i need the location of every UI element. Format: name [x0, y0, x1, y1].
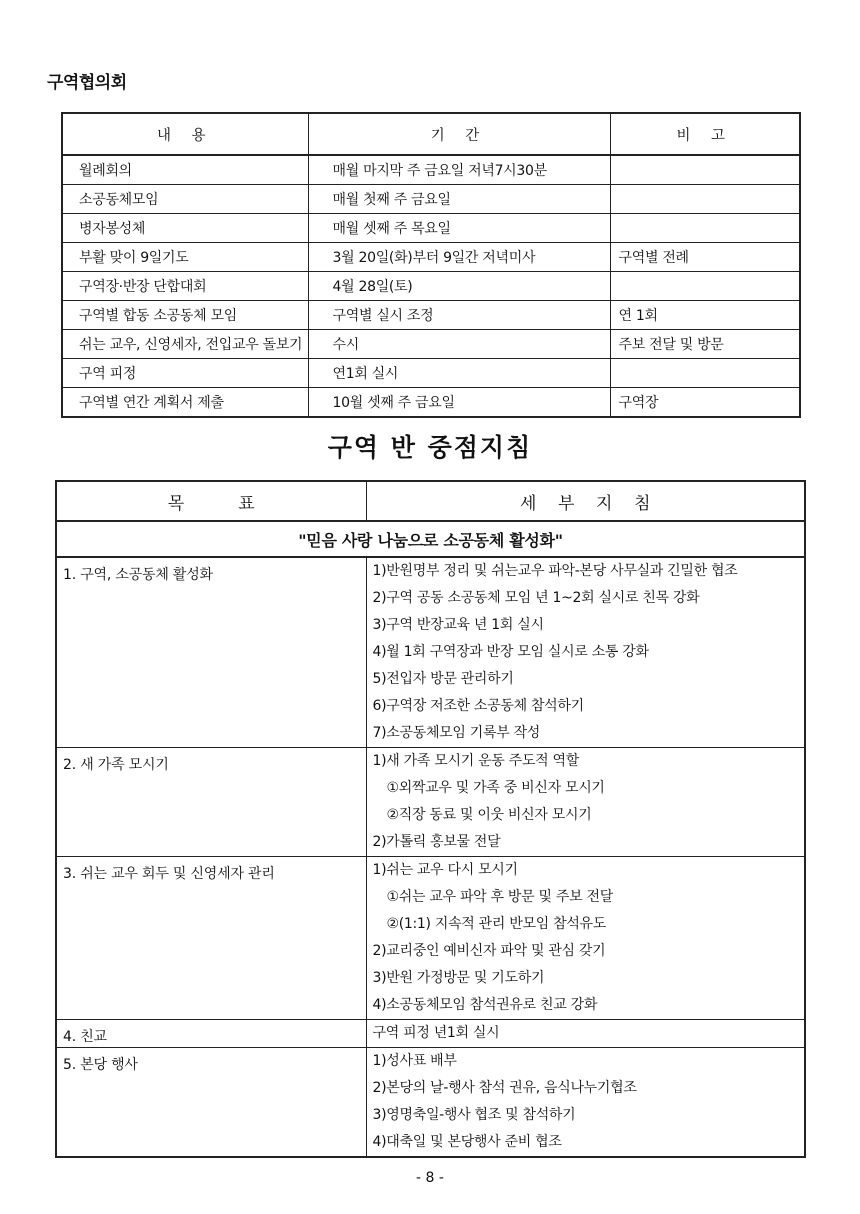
- content-cell: 구역장·반장 단합대회: [62, 272, 308, 301]
- table-row: [56, 1020, 805, 1048]
- page-number: - 8 -: [416, 1170, 444, 1186]
- detail-item: 1)새 가족 모시기 운동 주도적 역할: [372, 753, 579, 769]
- table-row: [62, 330, 800, 359]
- content-cell: 소공동체모임: [62, 185, 308, 214]
- table-row: [62, 359, 800, 388]
- header-goal: 목 표: [56, 481, 366, 521]
- goal-cell: 2. 새 가족 모시기: [56, 748, 366, 857]
- table-row: [56, 748, 805, 857]
- detail-item: 3)구역 반장교육 년 1회 실시: [372, 617, 544, 633]
- content-cell: 병자봉성체: [62, 214, 308, 243]
- detail-item: 2)교리중인 예비신자 파악 및 관심 갖기: [372, 943, 606, 959]
- header-content: 내 용: [62, 113, 308, 155]
- header-note: 비 고: [610, 113, 800, 155]
- period-cell: 3월 20일(화)부터 9일간 저녁미사: [308, 243, 610, 272]
- table-row: [56, 557, 805, 748]
- content-cell: 쉬는 교우, 신영세자, 전입교우 돌보기: [62, 330, 308, 359]
- details-cell: [366, 748, 805, 857]
- note-cell: [610, 272, 800, 301]
- header-details: 세 부 지 침: [366, 481, 805, 521]
- section-title: 구역협의회: [47, 73, 127, 93]
- table-header-row: [56, 481, 805, 521]
- period-cell: 4월 28일(토): [308, 272, 610, 301]
- detail-subitem: ①외짝교우 및 가족 중 비신자 모시기: [386, 780, 605, 796]
- goal-cell: 3. 쉬는 교우 회두 및 신영세자 관리: [56, 857, 366, 1020]
- period-cell: 10월 셋째 주 금요일: [308, 388, 610, 418]
- detail-item: 6)구역장 저조한 소공동체 참석하기: [372, 698, 584, 714]
- guidelines-table: [55, 480, 806, 1158]
- detail-item: 4)소공동체모임 참석권유로 친교 강화: [372, 997, 598, 1013]
- council-schedule-table: [61, 112, 801, 418]
- header-period: 기 간: [308, 113, 610, 155]
- detail-subitem: ①쉬는 교우 파악 후 방문 및 주보 전달: [386, 889, 613, 905]
- content-cell: 부활 맞이 9일기도: [62, 243, 308, 272]
- goal-cell: 4. 친교: [56, 1020, 366, 1048]
- period-cell: 매월 마지막 주 금요일 저녁7시30분: [308, 155, 610, 185]
- details-cell: [366, 857, 805, 1020]
- period-cell: 매월 첫째 주 금요일: [308, 185, 610, 214]
- content-cell: 구역 피정: [62, 359, 308, 388]
- content-cell: 월례회의: [62, 155, 308, 185]
- table-row: [56, 857, 805, 1020]
- period-cell: 수시: [308, 330, 610, 359]
- detail-subitem: ②(1:1) 지속적 관리 반모임 참석유도: [386, 916, 606, 932]
- slogan-row: [56, 521, 805, 557]
- detail-subitem: ②직장 동료 및 이웃 비신자 모시기: [386, 807, 592, 823]
- period-cell: 매월 셋째 주 목요일: [308, 214, 610, 243]
- detail-item: 4)월 1회 구역장과 반장 모임 실시로 소통 강화: [372, 644, 649, 660]
- goal-cell: 5. 본당 행사: [56, 1048, 366, 1158]
- detail-item: 2)구역 공동 소공동체 모임 년 1~2회 실시로 친목 강화: [372, 590, 700, 606]
- slogan: "믿음 사랑 나눔으로 소공동체 활성화": [56, 521, 805, 557]
- detail-item: 5)전입자 방문 관리하기: [372, 671, 514, 687]
- table-row: [62, 388, 800, 418]
- note-cell: [610, 214, 800, 243]
- detail-item: 1)쉬는 교우 다시 모시기: [372, 862, 518, 878]
- detail-item: 1)반원명부 정리 및 쉬는교우 파악-본당 사무실과 긴밀한 협조: [372, 563, 738, 579]
- detail-item: 2)가톨릭 홍보물 전달: [372, 834, 501, 850]
- detail-item: 2)본당의 날-행사 참석 권유, 음식나누기협조: [372, 1080, 637, 1096]
- table-row: [62, 155, 800, 185]
- content-cell: 구역별 합동 소공동체 모임: [62, 301, 308, 330]
- table-row: [62, 301, 800, 330]
- note-cell: 주보 전달 및 방문: [610, 330, 800, 359]
- note-cell: [610, 155, 800, 185]
- table-row: [62, 185, 800, 214]
- details-cell: [366, 1048, 805, 1158]
- content-cell: 구역별 연간 계획서 제출: [62, 388, 308, 418]
- note-cell: 구역별 전례: [610, 243, 800, 272]
- main-title: 구역 반 중점지침: [327, 433, 533, 462]
- note-cell: 구역장: [610, 388, 800, 418]
- detail-item: 4)대축일 및 본당행사 준비 협조: [372, 1134, 562, 1150]
- table-row: [56, 1048, 805, 1158]
- detail-item: 구역 피정 년1회 실시: [372, 1025, 500, 1041]
- period-cell: 연1회 실시: [308, 359, 610, 388]
- detail-item: 3)반원 가정방문 및 기도하기: [372, 970, 545, 986]
- detail-item: 3)영명축일-행사 협조 및 참석하기: [372, 1107, 576, 1123]
- table-row: [62, 272, 800, 301]
- note-cell: 연 1회: [610, 301, 800, 330]
- table-row: [62, 243, 800, 272]
- detail-item: 1)성사표 배부: [372, 1053, 457, 1069]
- details-cell: [366, 557, 805, 748]
- goal-cell: 1. 구역, 소공동체 활성화: [56, 557, 366, 748]
- note-cell: [610, 185, 800, 214]
- note-cell: [610, 359, 800, 388]
- table-header-row: [62, 113, 800, 155]
- details-cell: [366, 1020, 805, 1048]
- table-row: [62, 214, 800, 243]
- detail-item: 7)소공동체모임 기록부 작성: [372, 725, 541, 741]
- period-cell: 구역별 실시 조정: [308, 301, 610, 330]
